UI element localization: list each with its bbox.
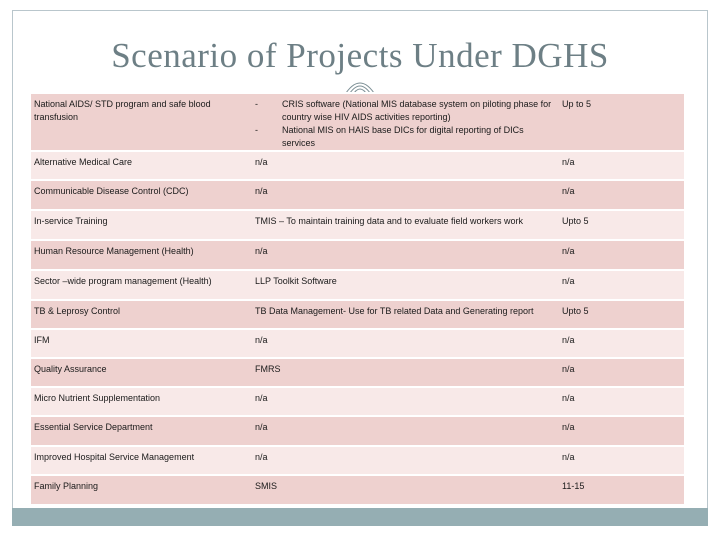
software-item: National MIS on HAIS base DICs for digital reporting of DICs services [282, 125, 524, 148]
count-cell: Up to 5 [559, 93, 684, 151]
count-cell: n/a [559, 358, 684, 387]
count-cell: n/a [559, 387, 684, 416]
project-cell: Sector –wide program management (Health) [31, 270, 252, 300]
count-cell: n/a [559, 416, 684, 446]
software-cell: LLP Toolkit Software [252, 270, 559, 300]
list-dash: - [255, 99, 258, 109]
project-cell: Quality Assurance [31, 358, 252, 387]
count-cell: n/a [559, 329, 684, 358]
project-cell: Alternative Medical Care [31, 151, 252, 180]
table-row [31, 475, 684, 504]
software-cell: n/a [252, 240, 559, 270]
projects-table [31, 92, 684, 504]
table-row [31, 358, 684, 387]
list-item [255, 98, 556, 124]
project-cell: TB & Leprosy Control [31, 300, 252, 329]
project-cell: Improved Hospital Service Management [31, 446, 252, 475]
table-row [31, 446, 684, 475]
software-cell: n/a [252, 387, 559, 416]
project-cell: Essential Service Department [31, 416, 252, 446]
software-cell [252, 93, 559, 151]
project-cell: Communicable Disease Control (CDC) [31, 180, 252, 210]
count-cell: n/a [559, 240, 684, 270]
software-cell: FMRS [252, 358, 559, 387]
software-cell: n/a [252, 329, 559, 358]
table-row [31, 416, 684, 446]
software-cell: n/a [252, 446, 559, 475]
count-cell: 11-15 [559, 475, 684, 504]
table-row [31, 270, 684, 300]
software-item: CRIS software (National MIS database system on piloting phase for country wise HIV AIDS activities reporting) [282, 99, 552, 122]
project-cell: National AIDS/ STD program and safe blood transfusion [31, 93, 252, 151]
count-cell: n/a [559, 446, 684, 475]
count-cell: n/a [559, 180, 684, 210]
software-cell: SMIS [252, 475, 559, 504]
slide-title: Scenario of Projects Under DGHS [111, 36, 609, 75]
count-cell: Upto 5 [559, 300, 684, 329]
project-cell: In-service Training [31, 210, 252, 240]
count-cell: n/a [559, 270, 684, 300]
project-cell: IFM [31, 329, 252, 358]
project-cell: Micro Nutrient Supplementation [31, 387, 252, 416]
software-cell: n/a [252, 180, 559, 210]
project-cell: Human Resource Management (Health) [31, 240, 252, 270]
table-row [31, 300, 684, 329]
table-row [31, 329, 684, 358]
software-cell: TMIS – To maintain training data and to evaluate field workers work [252, 210, 559, 240]
count-cell: n/a [559, 151, 684, 180]
project-cell: Family Planning [31, 475, 252, 504]
software-cell: TB Data Management- Use for TB related Data and Generating report [252, 300, 559, 329]
software-cell: n/a [252, 416, 559, 446]
table-row [31, 180, 684, 210]
list-item [255, 124, 556, 150]
list-dash: - [255, 125, 258, 135]
footer-bar [12, 508, 708, 526]
table-row [31, 240, 684, 270]
table-row [31, 210, 684, 240]
count-cell: Upto 5 [559, 210, 684, 240]
table-row [31, 151, 684, 180]
table-row [31, 387, 684, 416]
table-row [31, 93, 684, 151]
software-cell: n/a [252, 151, 559, 180]
